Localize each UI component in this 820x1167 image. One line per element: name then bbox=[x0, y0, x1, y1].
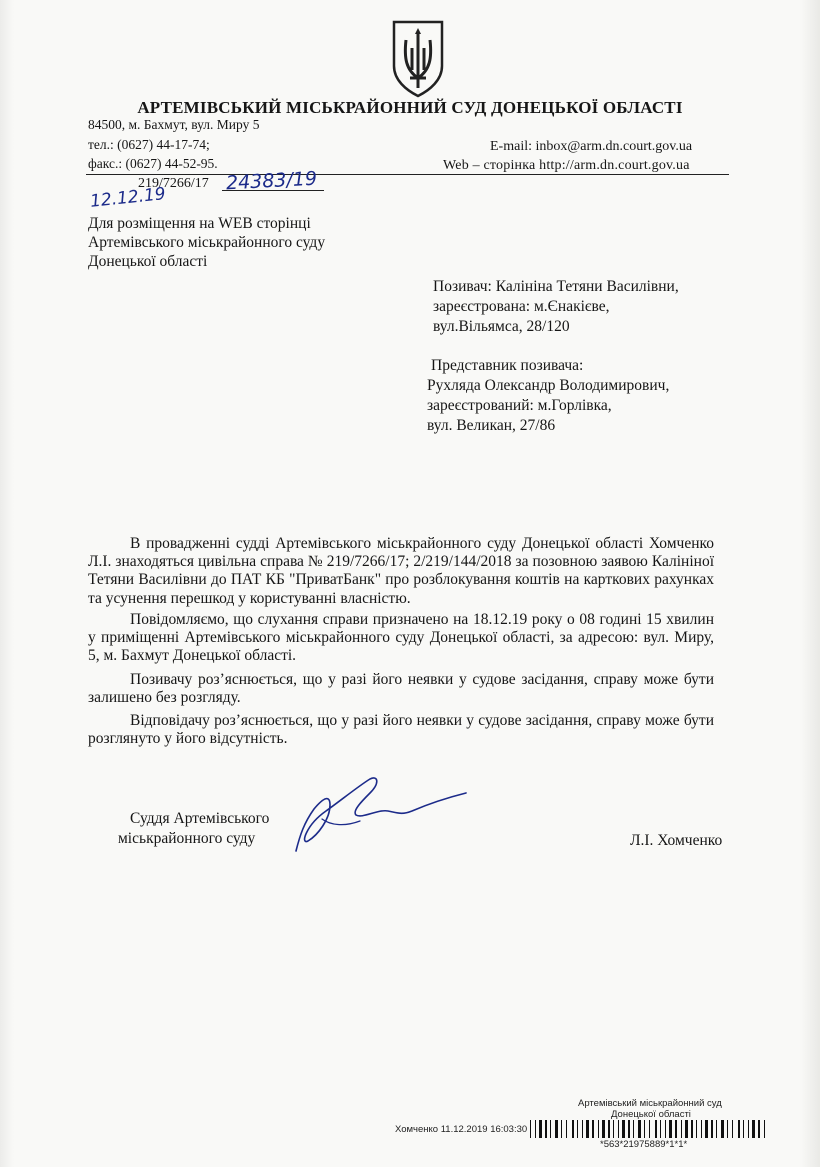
barcode-bar bbox=[732, 1120, 733, 1138]
barcode-bar bbox=[545, 1120, 547, 1138]
barcode-bar bbox=[622, 1120, 625, 1138]
court-address: 84500, м. Бахмут, вул. Миру 5 bbox=[88, 117, 260, 132]
barcode-bar bbox=[701, 1120, 702, 1138]
barcode-bar bbox=[685, 1120, 688, 1138]
barcode-number: *563*21975889*1*1* bbox=[600, 1139, 688, 1150]
recipient-line-1: Для розміщення на WEB сторінці bbox=[88, 215, 311, 232]
barcode-bar bbox=[592, 1120, 594, 1138]
barcode-bar bbox=[681, 1120, 682, 1138]
signer-name: Л.І. Хомченко bbox=[630, 832, 723, 849]
barcode-bar bbox=[618, 1120, 619, 1138]
barcode-bar bbox=[535, 1120, 536, 1138]
signer-title-line-2: міськрайонного суду bbox=[118, 830, 256, 847]
barcode-bar bbox=[764, 1120, 765, 1138]
paragraph-proceedings: В провадженні судді Артемівського міськрайонного суду Донецької області Хомченко Л.І. знаходяться цивільна справа № 219/7266/17; 2/219/144/2018 за позовною заявою Калініної Тетяни Василівни до ПАТ КБ "ПриватБанк" про розблокування коштів на карткових рахунках та усунення перешкод у користуванні власністю. bbox=[88, 535, 714, 607]
signer-title-line-1: Суддя Артемівського bbox=[130, 810, 270, 827]
barcode-bar bbox=[758, 1120, 760, 1138]
handwritten-signature bbox=[270, 765, 470, 860]
court-fax: факс.: (0627) 44-52-95. bbox=[88, 156, 218, 171]
barcode-bar bbox=[550, 1120, 551, 1138]
plaintiff-line-3: вул.Вільямса, 28/120 bbox=[433, 318, 570, 335]
barcode-bar bbox=[613, 1120, 614, 1138]
barcode-bar bbox=[638, 1120, 641, 1138]
barcode-bar bbox=[705, 1120, 708, 1138]
barcode-bar bbox=[711, 1120, 713, 1138]
barcode-bar bbox=[675, 1120, 677, 1138]
barcode-bar bbox=[561, 1120, 562, 1138]
barcode-bar bbox=[598, 1120, 599, 1138]
barcode-bar bbox=[696, 1120, 697, 1138]
barcode-bar bbox=[644, 1120, 645, 1138]
case-number: 219/7266/17 bbox=[138, 176, 209, 191]
barcode-bar bbox=[628, 1120, 630, 1138]
representative-line-3: зареєстрований: м.Горлівка, bbox=[427, 397, 612, 414]
barcode-bar bbox=[539, 1120, 542, 1138]
barcode-bar bbox=[586, 1120, 589, 1138]
court-name: АРТЕМІВСЬКИЙ МІСЬКРАЙОННИЙ СУД ДОНЕЦЬКОЇ ОБЛАСТІ bbox=[137, 98, 683, 117]
barcode-bar bbox=[655, 1120, 657, 1138]
plaintiff-line-1: Позивач: Калініна Тетяни Василівни, bbox=[433, 278, 679, 295]
paragraph-plaintiff-warning: Позивачу роз’яснюється, що у разі його неявки у судове засідання, справу може бути залишено без розгляду. bbox=[88, 671, 714, 707]
coat-of-arms-icon bbox=[388, 18, 448, 98]
recipient-line-2: Артемівського міськрайонного суду bbox=[88, 234, 326, 251]
barcode-bar bbox=[716, 1120, 717, 1138]
paragraph-defendant-warning: Відповідачу роз’яснюється, що у разі його неявки у судове засідання, справу може бути розглянуто у його відсутність. bbox=[88, 712, 714, 748]
representative-line-1: Представник позивача: bbox=[431, 357, 584, 374]
barcode-bar bbox=[577, 1120, 578, 1138]
barcode-bar bbox=[721, 1120, 724, 1138]
barcode-bar bbox=[669, 1120, 672, 1138]
barcode-bar bbox=[608, 1120, 610, 1138]
barcode-bar bbox=[752, 1120, 755, 1138]
barcode-bar bbox=[743, 1120, 744, 1138]
footer-court-line-1: Артемівський міськрайонний суд bbox=[578, 1098, 722, 1109]
plaintiff-line-2: зареєстрована: м.Єнакієве, bbox=[433, 298, 610, 315]
barcode-bar bbox=[555, 1120, 558, 1138]
court-email: E-mail: inbox@arm.dn.court.gov.ua bbox=[490, 139, 693, 154]
barcode-bar bbox=[633, 1120, 634, 1138]
registration-number-handwritten: 24383/19 bbox=[225, 167, 318, 195]
court-website: Web – сторінка http://arm.dn.court.gov.ua bbox=[443, 158, 690, 173]
barcode-bar bbox=[572, 1120, 574, 1138]
barcode-bar bbox=[566, 1120, 567, 1138]
barcode-bar bbox=[582, 1120, 583, 1138]
footer-court-line-2: Донецької області bbox=[611, 1109, 691, 1120]
barcode-bar bbox=[665, 1120, 666, 1138]
representative-line-2: Рухляда Олександр Володимирович, bbox=[427, 377, 670, 394]
barcode-bar bbox=[691, 1120, 693, 1138]
barcode-bar bbox=[748, 1120, 749, 1138]
representative-line-4: вул. Великан, 27/86 bbox=[427, 417, 556, 434]
barcode-bar bbox=[649, 1120, 650, 1138]
court-phone: тел.: (0627) 44-17-74; bbox=[88, 137, 210, 152]
barcode-bar bbox=[602, 1120, 605, 1138]
barcode bbox=[530, 1120, 770, 1138]
recipient-line-3: Донецької області bbox=[88, 253, 208, 270]
barcode-bar bbox=[530, 1120, 531, 1138]
date-handwritten: 12.12.19 bbox=[89, 184, 167, 212]
footer-stamp: Хомченко 11.12.2019 16:03:30 bbox=[395, 1124, 528, 1135]
barcode-bar bbox=[660, 1120, 661, 1138]
barcode-bar bbox=[738, 1120, 740, 1138]
barcode-bar bbox=[727, 1120, 728, 1138]
paragraph-hearing-notice: Повідомляємо, що слухання справи призначено на 18.12.19 року о 08 годині 15 хвилин у приміщенні Артемівського міськрайонного суду Донецької області, за адресою: вул. Миру, 5, м. Бахмут Донецької області. bbox=[88, 611, 714, 665]
